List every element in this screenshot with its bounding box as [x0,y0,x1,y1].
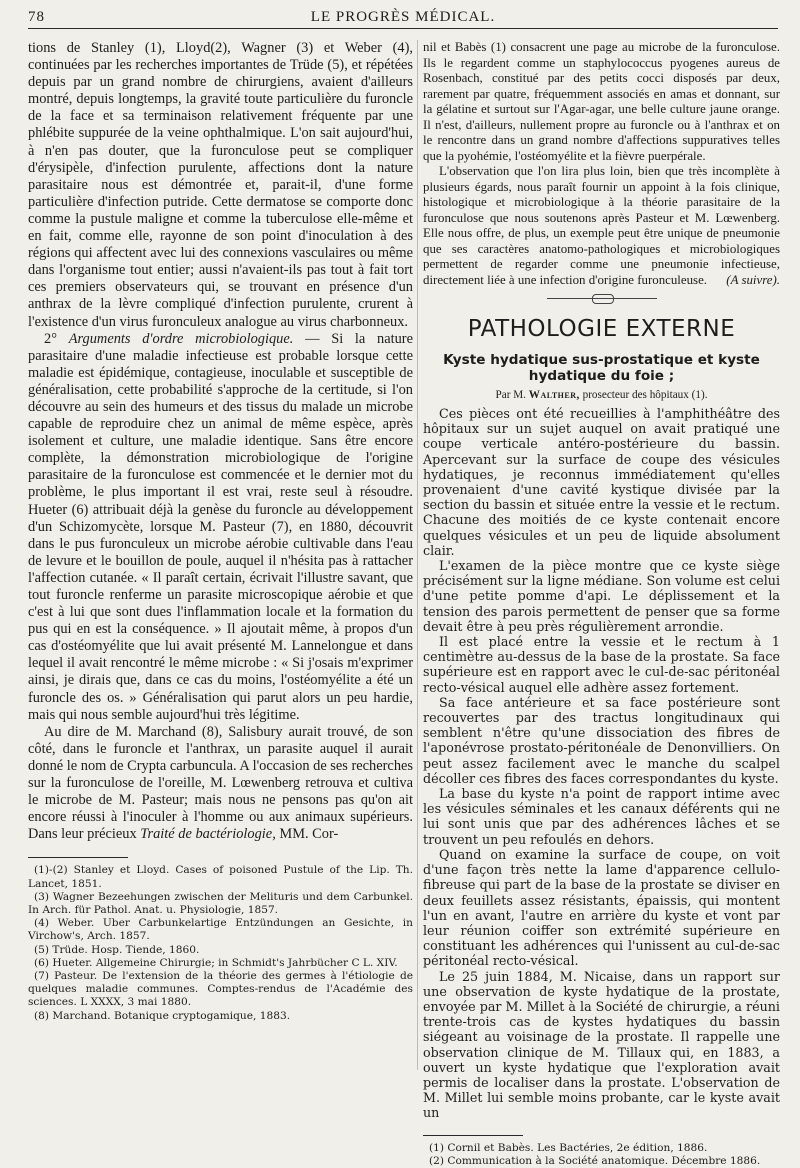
footnote: (8) Marchand. Botanique cryptogamique, 1883. [34,1009,291,1022]
section-ornament [547,294,657,304]
footnote: (1)-(2) Stanley et Lloyd. Cases of poisoned Pustule of the Lip. Th. Lancet, 1851. [28,864,413,890]
article-paragraph: Il est placé entre la vessie et le rectum à 1 centimètre au-dessus de la base de la prostate. Sa face supérieure est en rapport avec le cul-de-sac péritonéal recto-vésical auquel elle adhère assez fortement. [423,634,780,695]
journal-title: LE PROGRÈS MÉDICAL. [310,9,496,25]
right-paragraph-2 [423,164,780,288]
article-title: Kyste hydatique sus-prostatique et kyste hydatique du foie ; [443,352,760,384]
left-paragraph-2 [28,331,413,724]
footnote: (6) Hueter. Allgemeine Chirurgie; in Schmidt's Jahrbücher C L. XIV. [34,956,398,969]
left-paragraph-3 [28,724,413,844]
footnote: (7) Pasteur. De l'extension de la théorie des germes à l'étiologie de quelques maladie communes. Comptes-rendus de l'Académie des sciences. L XXXX, 3 mai 1880. [28,970,413,1009]
article-paragraph: Le 25 juin 1884, M. Nicaise, dans un rapport sur une observation de kyste hydatique de la prostate, envoyée par M. Millet à la Société de chirurgie, a réuni trente-trois cas de kystes hydatiques du bassin siégeant au voisinage de la prostate. Il rappelle une observation clinique de M. Tillaux qui, en 1883, a ouvert un kyste hydatique que l'exploration avait permis de localiser dans la prostate. L'observation de M. Millet lui semble moins probante, car le kyste avait un [423,968,780,1121]
footnote: (3) Wagner Bezeehungen zwischen der Melituris und dem Carbunkel. In Arch. für Pathol. Anat. u. Physiologie, 1857. [28,890,413,917]
right-column [423,40,780,1167]
heading-dash: — Si la [293,330,378,347]
page-number: 78 [28,9,45,25]
subsection-heading: Arguments d'ordre microbiologique. [68,330,294,347]
section-heading: PATHOLOGIE EXTERNE [467,316,736,342]
section-number: 2° [44,330,69,347]
footnote: (4) Weber. Uber Carbunkelartige Entzündungen an Gesichte, in Virchow's, Arch. 1857. [28,917,413,943]
left-column [28,40,413,1104]
article-paragraph: L'examen de la pièce montre que ce kyste siège précisément sur la ligne médiane. Son volume est celui d'une petite pomme d'api. Le déplissement et la tension des parois permettent de penser que sa forme devait être à peu près régulièrement arrondie. [423,558,780,634]
author-name: Walther, [528,389,580,401]
column-divider [417,40,418,1070]
left-paragraph-3-text: Au dire de M. Marchand (8), Salisbury aurait trouvé, de son côté, dans le furoncle et l'anthrax, un parasite auquel il aurait donné le nom de Crypta carbuncula. A l'occasion de ses recherches sur la furonculose de l'oreille, M. Lœwenberg retrouva et cultiva le microbe de M. Pasteur; mais nous ne pensons pas qu'on ait encore réussi à l'inoculer à l'homme ou aux animaux supérieurs. Dans leur précieux [28,723,414,843]
footnote: (2) Communication à la Société anatomique. Décembre 1886. [429,1154,761,1167]
footnote-rule [423,1135,523,1136]
article-paragraph: Quand on examine la surface de coupe, on voit d'une façon très nette la lame d'apparence cellulo-fibreuse qui part de la base de la prostate se diviser en deux feuillets assez résistants, épaissis, qui montent l'un en avant, l'autre en arrière du kyste et vont par leur réunion coiffer son extrémité supérieure en constituant les adhérences qui l'unissent au cul-de-sac péritonéal recto-vésical. [423,846,780,969]
to-be-continued: (A suivre). [726,272,780,287]
article-paragraph: Ces pièces ont été recueillies à l'amphithéâtre des hôpitaux sur un sujet auquel on avait pratiqué une coupe verticale antéro-postérieure du bassin. Apercevant sur la surface de coupe des vésicules hydatiques, je reconnus immédiatement qu'elles provenaient d'une cavité kystique divisée par la section du bassin et située entre la vessie et le rectum. Chacune des moitiés de ce kyste contenait encore quelques vésicules et un peu de liquide absolument clair. [423,406,780,558]
article-paragraph: La base du kyste n'a point de rapport intime avec les vésicules séminales et les canaux déférents qui ne lui sont unis que par des adhérences lâches et se trouvent un peu refoulés en dehors. [423,786,780,847]
left-paragraph-3-end: MM. Cor- [275,826,339,843]
footnote: (5) Trüde. Hosp. Tiende, 1860. [34,943,200,956]
article-paragraph: Sa face antérieure et sa face postérieure sont recouvertes par des tractus longitudinaux qui semblent n'être qu'une dissociation des fibres de l'aponévrose prostato-péritonéale de Denonvilliers. On peut assez facilement avec le manche du scalpel décoller ces fibres des faces correspondantes du kyste. [423,694,780,786]
byline: Par M. Walther, prosecteur des hôpitaux (1). [495,389,708,401]
book-title: Traité de bactériologie, [140,826,276,843]
left-paragraph-2-text: nature parasitaire d'une maladie infectieuse est probable lorsque cette maladie est épidémique, contagieuse, inoculable et susceptible de généralisation, cette probabilité s'approche de la certitude, si l'on découvre au sein des humeurs et des tissus du malade un microbe capable de reproduire chez un animal de même espèce, après isolement et culture, une maladie identique. Sans être encore complète, la démonstration microbiologique de l'origine parasitaire de la furonculose est commencée et le dernier mot du problème, le plus important il est vrai, reste seul à résoudre. Hueter (6) attribuait déjà la genèse du furoncle au développement d'un Schizomycète, lorsque M. Pasteur (7), en 1880, découvrit dans le pus furonculeux un microbe aérobie cultivable dans l'eau de levure et le bouillon de poule, auquel il n'hésita pas à rattacher l'affection cutanée. « Il paraît certain, écrivait l'illustre savant, que tout furoncle renferme un parasite microscopique aérobie et que c'est à lui que sont dues l'inflammation locale et la formation du pus qui en est la conséquence. » Il ajoutait même, à propos d'un cas d'ostéomyélite que lui avait présenté M. Lannelongue et dans lequel il avait rencontré le même microbe : « Si j'osais m'exprimer ainsi, je dirais que, dans ce cas du moins, l'ostéomyélite a été un furoncle des os. » Généralisation qui parut alors un peu hardie, mais qui nous semble aujourd'hui très légitime. [28,330,413,723]
footnote-rule [28,857,128,858]
footnote: (1) Cornil et Babès. Les Bactéries, 2e édition, 1886. [429,1141,708,1154]
right-paragraph-2-text: L'observation que l'on lira plus loin, bien que très incomplète à plusieurs égards, nous paraît fournir un appoint à la fois clinique, histologique et microbiologique à la théorie parasitaire de la furonculose que nous soutenons après Pasteur et M. Lœwenberg. Elle nous offre, de plus, un exemple peut être unique de pneumonie que ses caractères anatomo-pathologiques et microbiologiques permettent de regarder comme une pneumonie infectieuse, directement liée à une infection d'origine furonculeuse. [423,164,780,287]
left-paragraph-1: tions de Stanley (1), Lloyd(2), Wagner (3) et Weber (4), continuées par les recherches importantes de Trüde (5), et répétées depuis par un grand nombre de chirurgiens, avaient d'ailleurs montré, depuis longtemps, la gravité toute particulière du furoncle de la face et sa terminaison relativement fréquente par une phlébite suppurée de la veine ophthalmique. L'on sait aujourd'hui, à n'en pas douter, que la furonculose peut se compliquer d'érysipèle, d'infection purulente, affections dont la nature parasitaire nous est démontrée et, parait-il, d'une forme particulière d'infection putride. Cette dermatose se comporte donc comme la pustule maligne et comme la tuberculose elle-même et en fait, comme elle, rayonne de son point d'inoculation à des régions qui affectent avec lui des connexions vasculaires ou même dans l'organisme tout entier; aussi n'avaient-ils pas tout à fait tort ces premiers observateurs qui, se trouvant en présence d'un anthrax de la lèvre compliqué d'infection purulente, crurent à l'existence d'un virus furonculeux analogue au virus charbonneux. [28,40,413,330]
page-header [28,8,778,29]
right-paragraph-1: nil et Babès (1) consacrent une page au microbe de la furonculose. Ils le regardent comme un staphylococcus pyogenes aureus de Rosenbach, constitué par des petits cocci disposés par deux, rarement par quatre, fréquemment associés en amas et donnant, sur la gélatine et surtout sur l'Agar-agar, une belle culture jaune orange. Il n'est, d'ailleurs, nullement propre au furoncle ou à l'anthrax et on le rencontre dans un grand nombre d'affections suppuratives telles que la pyohémie, l'ostéomyélite et la fièvre puerpérale. [423,40,780,163]
